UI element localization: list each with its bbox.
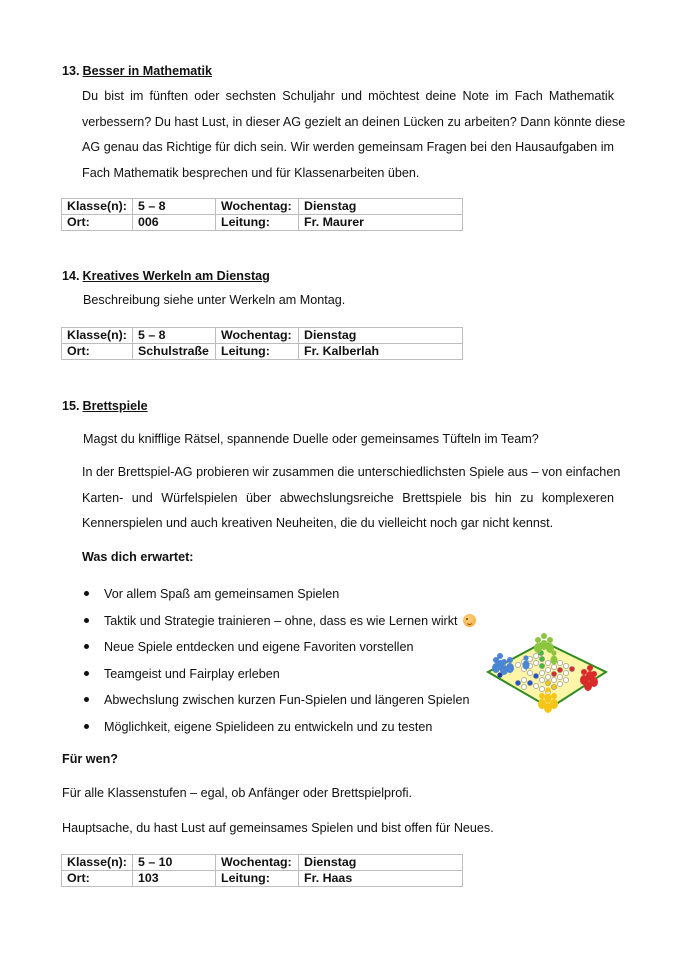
ort-label: Ort: bbox=[62, 871, 133, 887]
klassen-label: Klasse(n): bbox=[62, 199, 133, 215]
section-number: 15. bbox=[62, 399, 80, 413]
section-title: Kreatives Werkeln am Dienstag bbox=[82, 269, 270, 283]
leitung-label: Leitung: bbox=[216, 344, 299, 360]
paragraph-line: Kennerspielen und auch kreativen Neuheiten, die du vielleicht noch gar nicht kennst. bbox=[82, 516, 554, 530]
table-row bbox=[62, 215, 463, 231]
paragraph-line: Fach Mathematik besprechen und für Klassenarbeiten üben. bbox=[82, 165, 420, 180]
list-item: Abwechslung zwischen kurzen Fun-Spielen und längeren Spielen bbox=[84, 692, 484, 719]
klassen-value: 5 – 8 bbox=[133, 199, 216, 215]
list-item: Neue Spiele entdecken und eigene Favoriten vorstellen bbox=[84, 639, 484, 666]
table-row bbox=[62, 328, 463, 344]
klassen-label: Klasse(n): bbox=[62, 328, 133, 344]
leitung-value: Fr. Kalberlah bbox=[299, 344, 463, 360]
expect-heading: Was dich erwartet: bbox=[82, 550, 194, 564]
list-item: Möglichkeit, eigene Spielideen zu entwickeln und zu testen bbox=[84, 719, 484, 746]
wochentag-label: Wochentag: bbox=[216, 328, 299, 344]
expect-list bbox=[84, 586, 484, 746]
table-row bbox=[62, 344, 463, 360]
section-13-heading bbox=[62, 64, 212, 78]
wochentag-value: Dienstag bbox=[299, 328, 463, 344]
bullet-icon bbox=[84, 591, 89, 596]
bullet-icon bbox=[84, 644, 89, 649]
bullet-icon bbox=[84, 697, 89, 702]
paragraph-line: Du bist im fünften oder sechsten Schuljahr und möchtest deine Note im Fach Mathematik bbox=[82, 89, 614, 103]
section-15-heading bbox=[62, 399, 148, 413]
closing-text: Hauptsache, du hast Lust auf gemeinsames Spielen und bist offen für Neues. bbox=[62, 821, 494, 835]
bullet-icon bbox=[84, 618, 89, 623]
leitung-label: Leitung: bbox=[216, 215, 299, 231]
section-13-info-table bbox=[61, 198, 463, 231]
section-number: 13. bbox=[62, 64, 80, 78]
leitung-label: Leitung: bbox=[216, 871, 299, 887]
wochentag-value: Dienstag bbox=[299, 199, 463, 215]
ort-value: Schulstraße bbox=[133, 344, 216, 360]
paragraph-line: AG genau das Richtige für dich sein. Wir werden gemeinsam Fragen bei den Hausaufgaben im bbox=[82, 140, 614, 154]
section-title: Brettspiele bbox=[82, 399, 148, 413]
bullet-icon bbox=[84, 724, 89, 729]
table-row bbox=[62, 855, 463, 871]
paragraph-line: Karten- und Würfelspielen über abwechslungsreiche Brettspiele bis hin zu komplexeren bbox=[82, 490, 614, 505]
wochentag-label: Wochentag: bbox=[216, 855, 299, 871]
list-item: Vor allem Spaß am gemeinsamen Spielen bbox=[84, 586, 484, 613]
list-item: Taktik und Strategie trainieren – ohne, dass es wie Lernen wirkt bbox=[84, 613, 484, 640]
paragraph-line: verbessern? Du hast Lust, in dieser AG gezielt an deinen Lücken zu arbeiten? Dann könnte diese bbox=[82, 114, 626, 129]
section-15-intro: Magst du knifflige Rätsel, spannende Duelle oder gemeinsames Tüfteln im Team? bbox=[83, 432, 539, 446]
ort-value: 006 bbox=[133, 215, 216, 231]
section-15-description bbox=[82, 460, 621, 537]
section-14-description: Beschreibung siehe unter Werkeln am Montag. bbox=[83, 293, 346, 307]
wochentag-label: Wochentag: bbox=[216, 199, 299, 215]
section-number: 14. bbox=[62, 269, 80, 283]
for-whom-heading: Für wen? bbox=[62, 752, 118, 766]
table-row bbox=[62, 199, 463, 215]
leitung-value: Fr. Haas bbox=[299, 871, 463, 887]
section-14-info-table bbox=[61, 327, 463, 360]
for-whom-text: Für alle Klassenstufen – egal, ob Anfänger oder Brettspielprofi. bbox=[62, 786, 413, 800]
paragraph-line: In der Brettspiel-AG probieren wir zusammen die unterschiedlichsten Spiele aus – von einfachen bbox=[82, 465, 621, 479]
section-13-description bbox=[82, 84, 626, 186]
section-title: Besser in Mathematik bbox=[82, 64, 213, 78]
ort-value: 103 bbox=[133, 871, 216, 887]
bullet-icon bbox=[84, 671, 89, 676]
leitung-value: Fr. Maurer bbox=[299, 215, 463, 231]
wochentag-value: Dienstag bbox=[299, 855, 463, 871]
table-row bbox=[62, 871, 463, 887]
board-game-icon bbox=[486, 632, 608, 718]
list-item: Teamgeist und Fairplay erleben bbox=[84, 666, 484, 693]
section-14-heading bbox=[62, 269, 270, 283]
klassen-value: 5 – 10 bbox=[133, 855, 216, 871]
ort-label: Ort: bbox=[62, 215, 133, 231]
klassen-label: Klasse(n): bbox=[62, 855, 133, 871]
winking-face-emoji-icon bbox=[463, 614, 476, 627]
klassen-value: 5 – 8 bbox=[133, 328, 216, 344]
section-15-info-table bbox=[61, 854, 463, 887]
ort-label: Ort: bbox=[62, 344, 133, 360]
